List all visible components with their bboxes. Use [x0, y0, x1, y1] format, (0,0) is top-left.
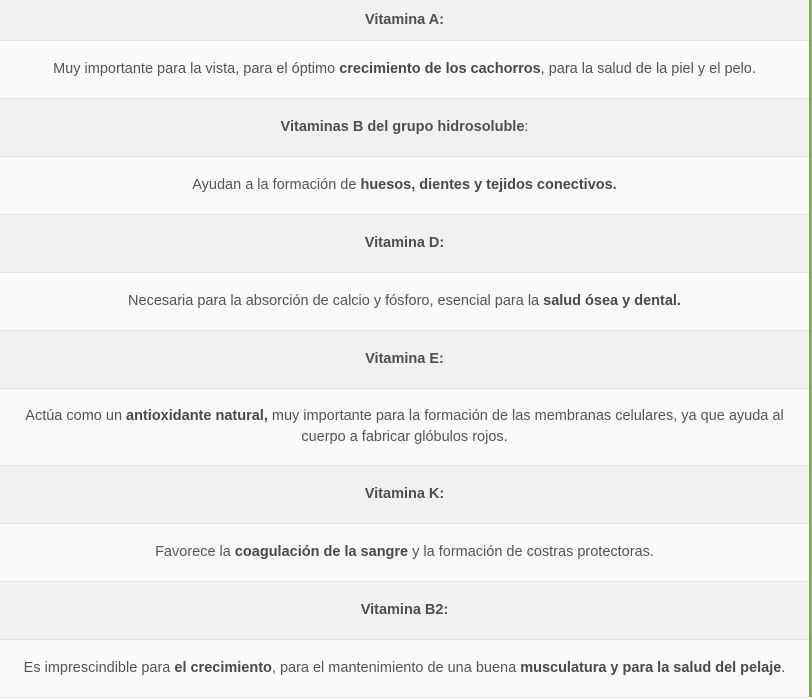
- vitamin-name: Vitamina D:: [364, 235, 445, 251]
- table-cell: Vitaminas B del grupo hidrosoluble:: [0, 99, 809, 157]
- table-cell: Muy importante para la vista, para el óptimo crecimiento de los cachorros, para la salud de la piel y el pelo.: [0, 41, 809, 99]
- table-cell: Ayudan a la formación de huesos, dientes y tejidos conectivos.: [0, 157, 809, 215]
- table-cell: [0, 582, 809, 640]
- vitamin-d-header-row: [0, 215, 809, 273]
- vitamin-e-header-row: [0, 331, 809, 389]
- table-cell: [0, 215, 809, 273]
- vitamin-name: Vitamina E:: [365, 351, 444, 367]
- vitamin-b2-header-row: [0, 582, 809, 640]
- table-cell: Actúa como un antioxidante natural, muy importante para la formación de las membranas celulares, ya que ayuda al cuerpo a fabricar glóbulos rojos.: [0, 389, 809, 466]
- vitamin-name: Vitamina A:: [365, 11, 444, 28]
- vitamin-a-header-row: [0, 0, 809, 41]
- vitamin-d-description-row: [0, 273, 809, 331]
- vitamin-name: Vitamina K:: [364, 486, 445, 502]
- vitamin-b-description-row: [0, 157, 809, 215]
- table-cell: Necesaria para la absorción de calcio y fósforo, esencial para la salud ósea y dental.: [0, 273, 809, 331]
- vitamin-name: Vitamina B2:: [360, 602, 449, 618]
- table-cell: [0, 466, 809, 524]
- vitamin-k-description-row: [0, 524, 809, 582]
- vitamin-b2-description-row: [0, 640, 809, 698]
- vitamin-name: Vitaminas B del grupo hidrosoluble: [280, 119, 525, 135]
- vitamin-k-header-row: [0, 466, 809, 524]
- table-cell: Es imprescindible para el crecimiento, para el mantenimiento de una buena musculatura y para la salud del pelaje.: [0, 640, 809, 698]
- table-cell: Favorece la coagulación de la sangre y la formación de costras protectoras.: [0, 524, 809, 582]
- table-cell: [0, 0, 809, 41]
- vitamin-b-header-row: [0, 99, 809, 157]
- vitamin-a-description-row: [0, 41, 809, 99]
- table-cell: [0, 331, 809, 389]
- vitamin-e-description-row: [0, 389, 809, 466]
